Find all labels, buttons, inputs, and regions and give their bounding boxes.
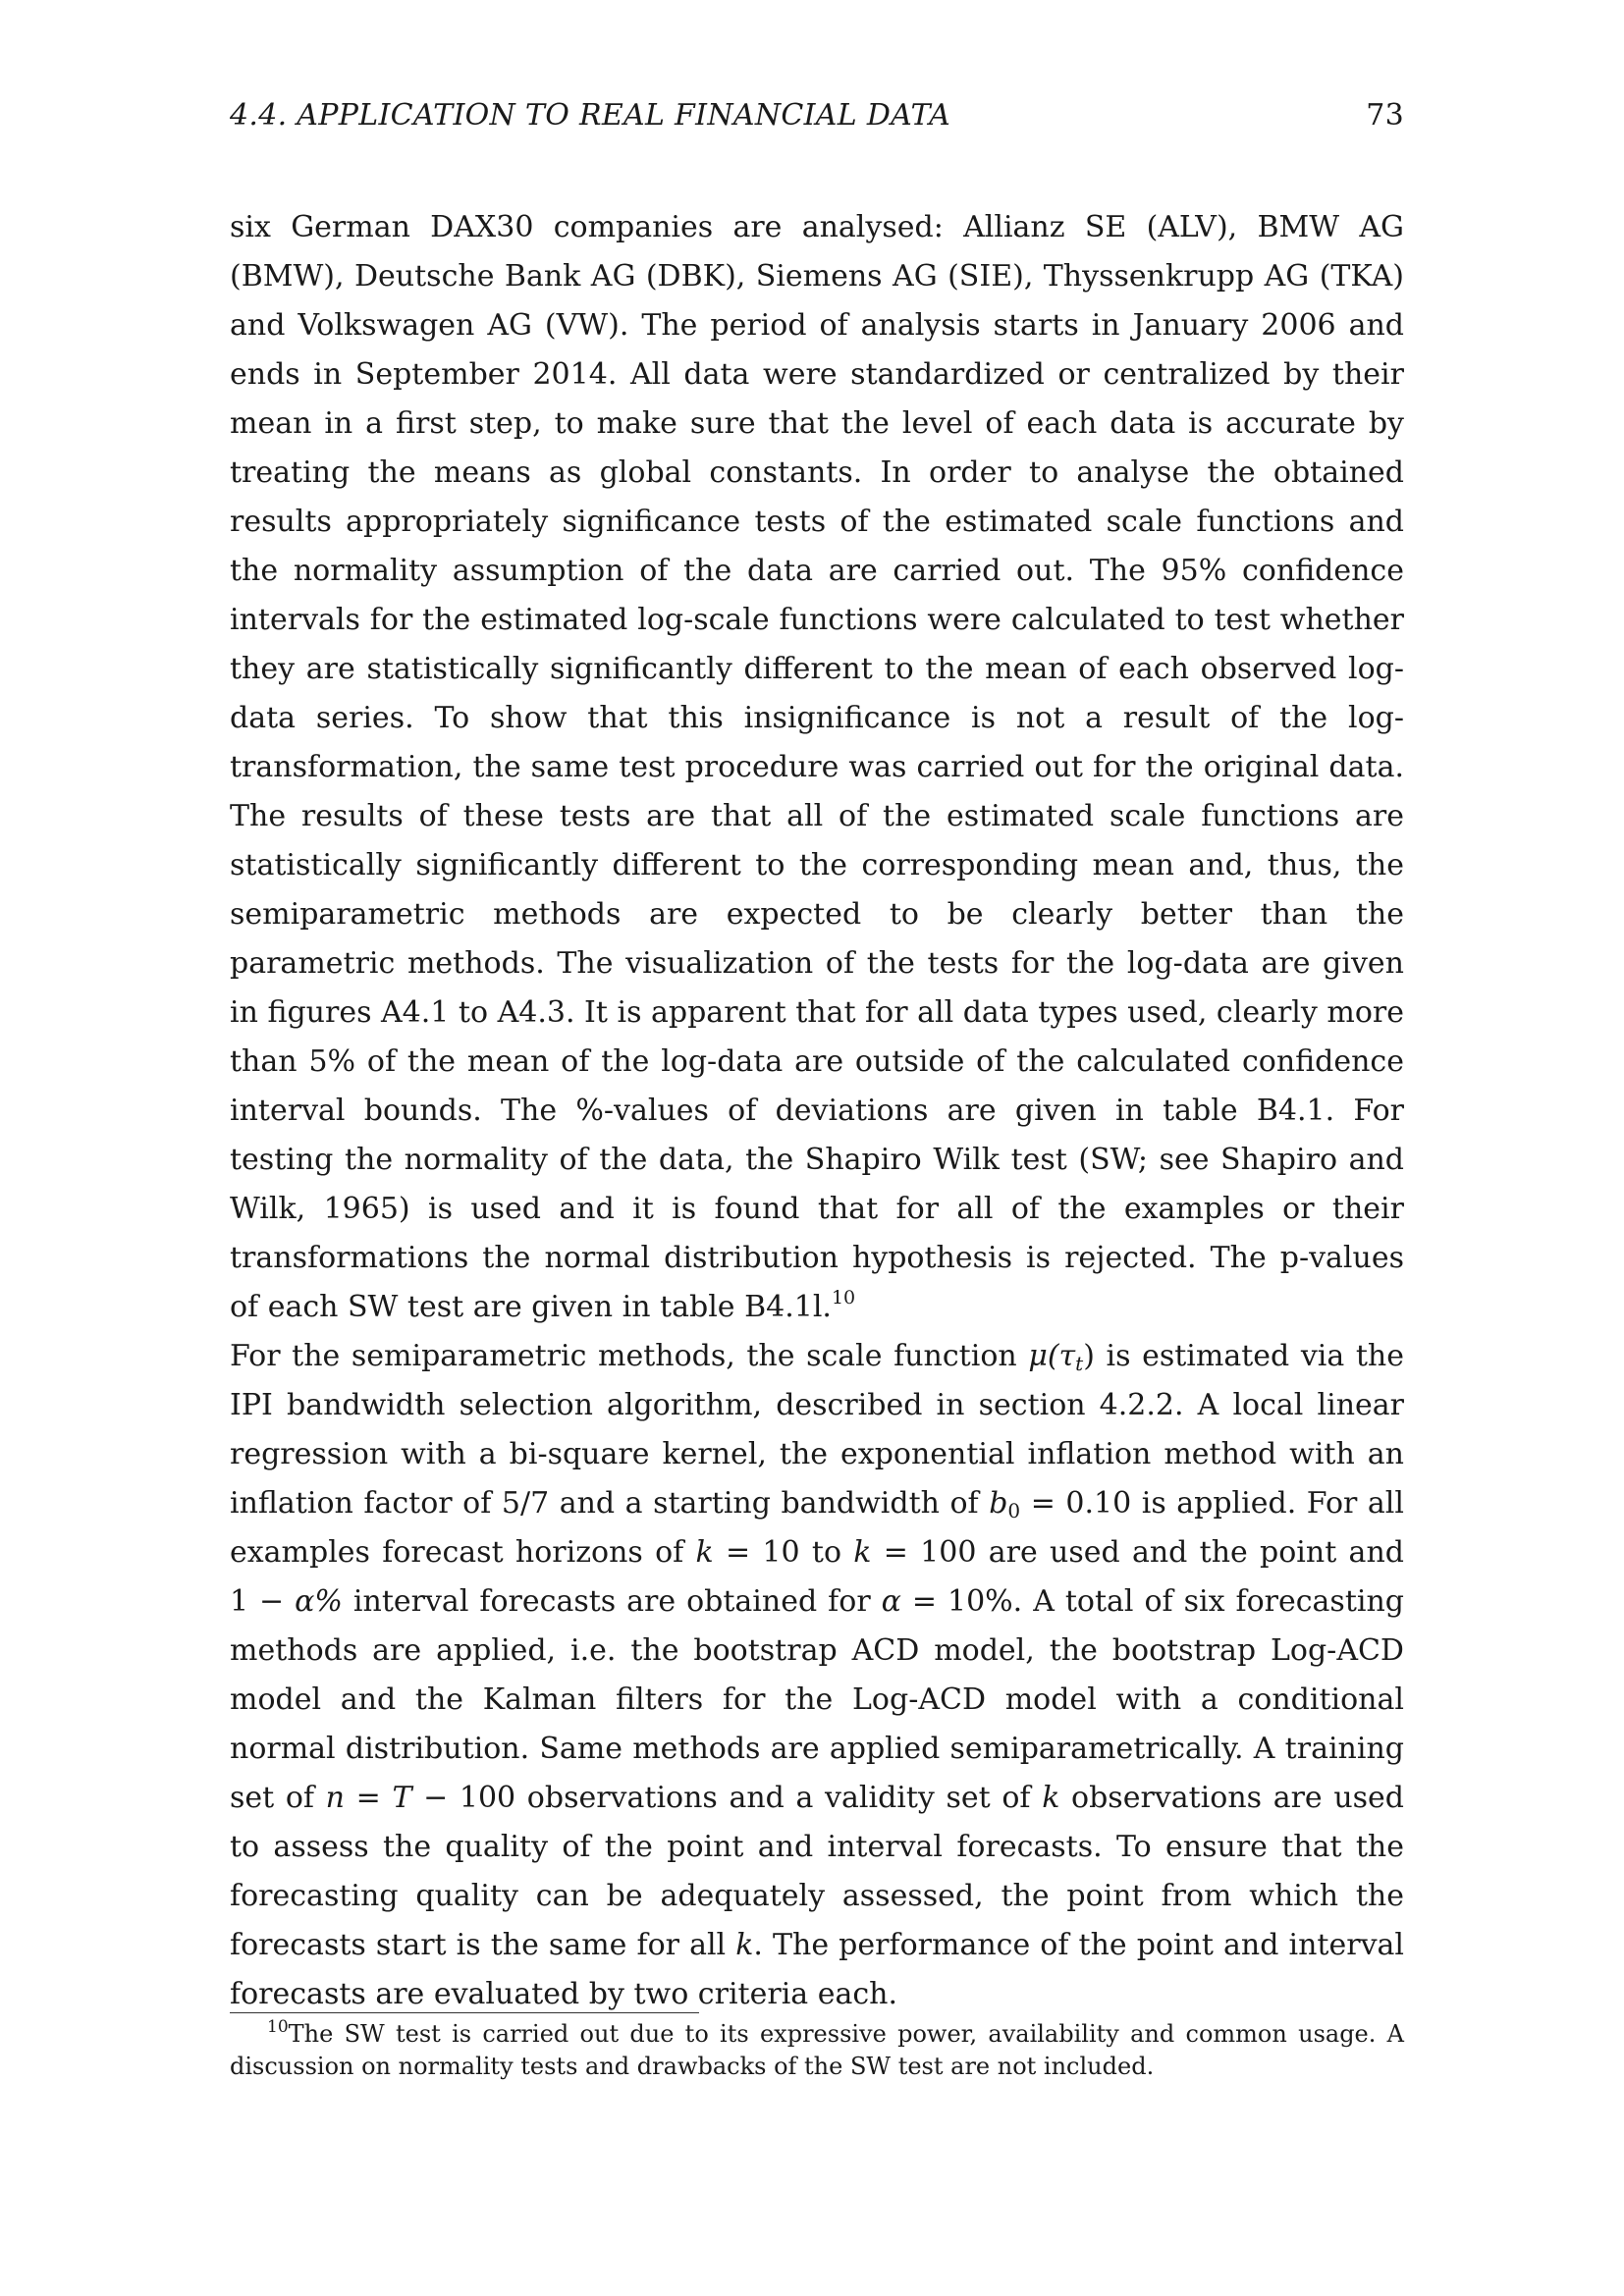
- math-symbol: k: [853, 1535, 872, 1570]
- math-value: = 100: [871, 1535, 977, 1570]
- math-symbol: T: [392, 1781, 412, 1815]
- math-symbol: α: [881, 1584, 901, 1619]
- running-header: [230, 94, 1404, 137]
- math-k: k: [1042, 1781, 1060, 1815]
- math-value: = 10%.: [900, 1584, 1023, 1619]
- text-run: For the semiparametric methods, the scale function: [230, 1339, 1017, 1373]
- section-title: 4.4. APPLICATION TO REAL FINANCIAL DATA: [230, 98, 951, 133]
- text-run: . The performance of the point and interval forecasts are evaluated by two criteria each.: [230, 1928, 1405, 2011]
- text-run: is estimated via the IPI bandwidth selection algorithm, described in section 4.2.2. A local linear regression with a bi-square kernel, the exponential inflation method with an inflation factor of 5/7 and a starting bandwidth of: [230, 1339, 1404, 1521]
- paragraph-methods: [230, 1332, 1404, 2019]
- math-subscript: 0: [1007, 1499, 1021, 1522]
- footnote-text: The SW test is carried out due to its expressive power, availability and common usage. A discussion on normality tests and drawbacks of the SW test are not included.: [230, 2020, 1404, 2080]
- math-symbol: k: [695, 1535, 714, 1570]
- math-value: = 10: [713, 1535, 800, 1570]
- math-symbol: μ(τ: [1028, 1339, 1076, 1373]
- math-value: =: [345, 1781, 393, 1815]
- math-alpha: [882, 1584, 1023, 1619]
- math-horizon-start: [696, 1535, 800, 1570]
- footnote-reference: 10: [831, 1287, 856, 1308]
- footnote-divider: [230, 2012, 699, 2013]
- page-number: 73: [1366, 98, 1404, 133]
- text-run: observations and a validity set of: [526, 1781, 1031, 1815]
- text-run: A total of six forecasting methods are applied, i.e. the bootstrap ACD model, the bootstrap Log-ACD model and the Kalman filters for the Log-ACD model with a conditional normal distribution. Same methods are applied semiparametrically. A training set of: [230, 1584, 1404, 1815]
- math-value: − 100: [411, 1781, 516, 1815]
- text-run: is applied. For all examples forecast horizons of: [230, 1486, 1404, 1570]
- math-symbol: α%: [295, 1584, 343, 1619]
- math-value: = 0.10: [1020, 1486, 1132, 1521]
- paragraph-data-description: [230, 203, 1404, 1332]
- math-horizon-end: [853, 1535, 976, 1570]
- math-symbol: b: [989, 1486, 1008, 1521]
- math-interval-level: [230, 1584, 343, 1619]
- text-run: to: [811, 1535, 842, 1570]
- math-symbol: ): [1083, 1339, 1095, 1373]
- paragraph-text: six German DAX30 companies are analysed: Allianz SE (ALV), BMW AG (BMW), Deutsche Bank AG (DBK), Siemens AG (SIE), Thyssenkrupp AG (TKA) and Volkswagen AG (VW). The period of analysis starts in January 2006 and ends in September 2014. All data were standardized or centralized by their mean in a first step, to make sure that the level of each data is accurate by treating the means as global constants. In order to analyse the obtained results appropriately significance tests of the estimated scale functions and the normality assumption of the data are carried out. The 95% confidence intervals for the estimated log-scale functions were calculated to test whether they are statistically significantly different to the mean of each observed log-data series. To show that this insignificance is not a result of the log-transformation, the same test procedure was carried out for the original data. The results of these tests are that all of the estimated scale functions are statistically significantly different to the corresponding mean and, thus, the semiparametric methods are expected to be clearly better than the parametric methods. The visualization of the tests for the log-data are given in figures A4.1 to A4.3. It is apparent that for all data types used, clearly more than 5% of the mean of the log-data are outside of the calculated confidence interval bounds. The %-values of deviations are given in table B4.1. For testing the normality of the data, the Shapiro Wilk test (SW; see Shapiro and Wilk, 1965) is used and it is found that for all of the examples or their transformations the normal distribution hypothesis is rejected. The p-values of each SW test are given in table B4.1l.: [230, 210, 1404, 1324]
- math-value: 1 −: [230, 1584, 296, 1619]
- math-scale-function: [1028, 1339, 1095, 1373]
- body-text: [230, 203, 1404, 2019]
- footnote-number: 10: [267, 2017, 289, 2037]
- math-k: k: [735, 1928, 754, 1962]
- math-symbol: n: [325, 1781, 345, 1815]
- text-run: interval forecasts are obtained for: [352, 1584, 871, 1619]
- footnote: [230, 2018, 1404, 2083]
- text-run: are used and the point and: [988, 1535, 1404, 1570]
- math-training-set: [326, 1781, 515, 1815]
- math-subscript: t: [1075, 1352, 1084, 1375]
- text-run: observations are used to assess the quality of the point and interval forecasts. To ensure that the forecasting quality can be adequately assessed, the point from which the forecasts start is the same for all: [230, 1781, 1404, 1962]
- math-bandwidth: [989, 1486, 1131, 1521]
